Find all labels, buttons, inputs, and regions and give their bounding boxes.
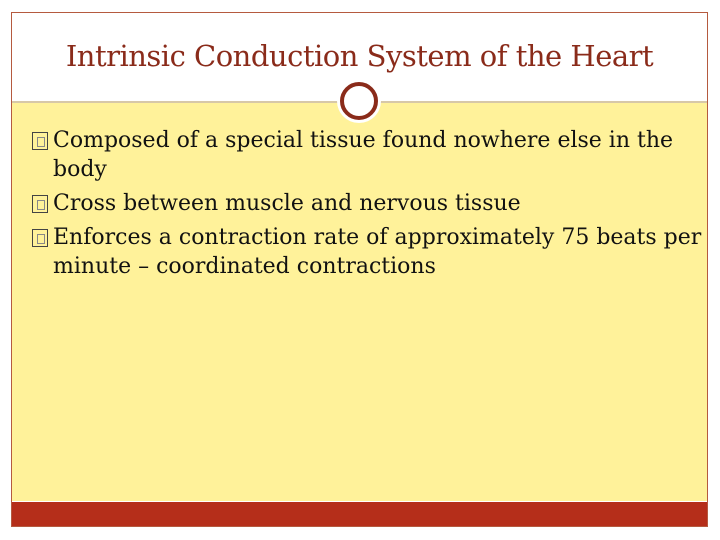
bullet-item (32, 223, 702, 281)
bullet-text: Enforces a contraction rate of approximately 75 beats per minute – coordinated contractions (53, 225, 702, 279)
bullet-marker-icon (32, 195, 48, 213)
bullet-marker-icon (32, 132, 48, 150)
bullet-text: Composed of a special tissue found nowhere else in the body (53, 128, 674, 182)
slide-frame (11, 12, 708, 527)
bottom-accent-bar (12, 502, 707, 527)
bullet-item (32, 189, 702, 218)
bullet-item (32, 126, 702, 184)
slide-title: Intrinsic Conduction System of the Heart (65, 39, 654, 73)
decorative-ring-icon (340, 82, 378, 120)
bullet-marker-icon (32, 229, 48, 247)
bullet-list (32, 126, 702, 286)
bullet-text: Cross between muscle and nervous tissue (53, 191, 521, 216)
